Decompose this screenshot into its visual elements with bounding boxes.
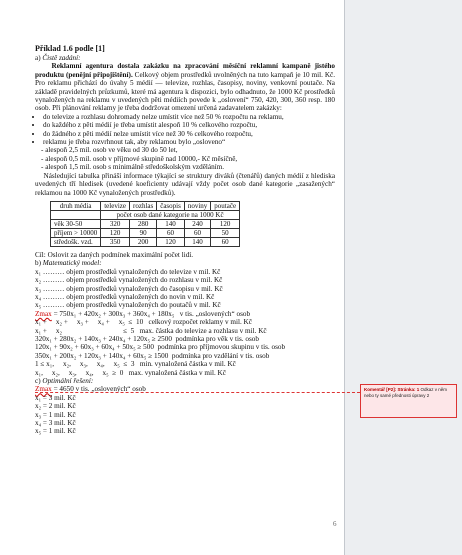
row-label: příjem > 10000: [51, 228, 101, 237]
variable-line: x₁ ……… objem prostředků vynaložených do televize v mil. Kč: [35, 267, 221, 276]
table-empty-cell: [51, 210, 101, 219]
solution-text: = 4650 v tis. „oslovených“ osob: [51, 385, 146, 394]
row-label: středošk. vzd.: [51, 237, 101, 246]
table-cell: 140: [184, 237, 210, 246]
section-c-label: c): [35, 377, 41, 385]
table-span-row: [51, 210, 240, 219]
table-header-cell: časopis: [157, 201, 185, 210]
table-cell: 60: [157, 228, 185, 237]
section-a-title: Čistě zadání:: [42, 54, 81, 62]
constraint-line: x₁, x₂, x₃, x₄, x₅ ≥ 0 max. vynaložená částka v mil. Kč: [35, 368, 226, 377]
example-title: Příklad 1.6 podle [1]: [35, 44, 105, 53]
solution-line: x₅ = 1 mil. Kč: [35, 427, 76, 436]
comment-connector: [35, 392, 360, 393]
constraint-list: [35, 113, 335, 147]
comment-margin: [344, 0, 462, 555]
solution-line: x₃ = 1 mil. Kč: [35, 410, 76, 419]
objective-text: = 750x₁ + 420x₂ + 300x₃ + 360x₄ + 180x₅ v tis. „oslovených“ osob: [51, 309, 251, 318]
variable-line: x₃ ……… objem prostředků vynaložených do časopisu v mil. Kč: [35, 284, 223, 293]
sub-item: - alespoň 0,5 mil. osob v příjmové skupině nad 10000,- Kč měsíčně,: [41, 154, 238, 163]
table-cell: 90: [130, 228, 157, 237]
table-cell: 140: [157, 219, 185, 228]
objective-function: [35, 310, 335, 318]
goal-text: Cíl: Oslovit za daných podmínek maximální počet lidí.: [35, 250, 194, 259]
list-item: • do televize a rozhlasu dohromady nelze umístit více než 50 % rozpočtu na reklamu,: [43, 113, 335, 121]
section-c-title: Optimální řešení:: [42, 377, 94, 385]
solution-prefix: Zmax: [35, 385, 52, 394]
table-cell: 120: [211, 219, 240, 228]
table-row: [51, 219, 240, 228]
section-b-label: b): [35, 259, 41, 268]
solution-line: x₄ = 3 mil. Kč: [35, 419, 76, 428]
table-header-cell: poutače: [211, 201, 240, 210]
constraint-line: 120x₁ + 90x₂ + 60x₃ + 60x₄ + 50x₅ ≥ 500 podmínka pro příjmovou skupinu v tis. osob: [35, 343, 286, 352]
variable-line: x₅ ……… objem prostředků vynaložených do poutačů v mil. Kč: [35, 301, 221, 310]
table-cell: 120: [157, 237, 185, 246]
table-header-row: [51, 201, 240, 210]
table-span-header: počet osob dané kategorie na 1000 Kč: [101, 210, 240, 219]
table-cell: 320: [101, 219, 130, 228]
sub-item: - alespoň 2,5 mil. osob ve věku od 30 do 50 let,: [41, 146, 178, 155]
comment-text: Odkaz v něm nebo ty samé přednosti úpravy 2: [364, 387, 448, 398]
list-item: • do každého z pěti médií je třeba umístit alespoň 10 % celkového rozpočtu,: [43, 121, 335, 129]
objective-prefix: Zmax: [35, 309, 52, 318]
list-item: • reklamu je třeba rozvrhnout tak, aby reklamou bylo „osloveno“: [43, 138, 335, 146]
constraint-line: 320x₁ + 280x₂ + 140x₃ + 240x₄ + 120x₅ ≥ 2500 podmínka pro věk v tis. osob: [35, 334, 259, 343]
comment-balloon[interactable]: [360, 384, 457, 418]
section-a-label: a): [35, 54, 41, 62]
table-header-cell: televize: [101, 201, 130, 210]
constraint-line: x₁ + x₂ ≤ 5 max. částka do televize a rozhlasu v mil. Kč: [35, 326, 267, 335]
intro-paragraph: [35, 62, 335, 112]
table-row: [51, 228, 240, 237]
constraint-line: x₁ + x₂ + x₃ + x₄ + x₅ ≤ 10 celkový rozpočet reklamy v mil. Kč: [35, 318, 252, 327]
variable-line: x₄ ……… objem prostředků vynaložených do novin v mil. Kč: [35, 292, 215, 301]
media-table: [50, 201, 240, 247]
solution-line: x₁ = 3 mil. Kč: [35, 393, 76, 402]
solution-line: x₂ = 2 mil. Kč: [35, 402, 76, 411]
sub-item: - alespoň 1,5 mil. osob s minimálně středoškolským vzděláním.: [41, 163, 225, 172]
table-row: [51, 237, 240, 246]
table-cell: 60: [211, 237, 240, 246]
table-cell: 200: [130, 237, 157, 246]
row-label: věk 30-50: [51, 219, 101, 228]
page-number: 6: [333, 520, 337, 528]
table-cell: 350: [101, 237, 130, 246]
variable-line: x₂ ……… objem prostředků vynaložených do rozhlasu v mil. Kč: [35, 276, 223, 285]
table-cell: 240: [184, 219, 210, 228]
constraint-line: 350x₁ + 200x₂ + 120x₃ + 140x₄ + 60x₅ ≥ 1500 podmínka pro vzdělání v tis. osob: [35, 351, 270, 360]
table-cell: 50: [211, 228, 240, 237]
list-item: • do žádného z pěti médií nelze umístit více než 30 % celkového rozpočtu,: [43, 130, 335, 138]
intro-bold: Reklamní agentura dostala zakázku na zpracování měsíční reklamní kampaně jistého produktu (penějní připojištění).: [35, 62, 336, 79]
table-cell: 120: [101, 228, 130, 237]
table-header-cell: rozhlas: [130, 201, 157, 210]
constraint-line: 1 ≤ x₁, x₂, x₃, x₄, x₅ ≤ 3 min. vynaložená částka v mil. Kč: [35, 360, 236, 369]
page-content: [35, 44, 335, 436]
table-header-cell: druh média: [51, 201, 101, 210]
table-cell: 60: [184, 228, 210, 237]
table-cell: 280: [130, 219, 157, 228]
table-intro-text: Následující tabulka přináší informace týkající se struktury diváků (čtenářů) daných médií z hlediska uvedených tří hledisek (uvedené koeficienty udávají vždy počet osob dané kategorie „zasažených“ reklamou na 1000 Kč vynaložených prostředků).: [35, 171, 336, 197]
section-b-title: Matematický model:: [42, 259, 102, 268]
table-header-cell: noviny: [184, 201, 210, 210]
intro-rest: Celkový objem prostředků uvolněných na tuto kampaň je 10 mil. Kč. Pro reklamu přichází do úvahy 5 médií — televize, rozhlas, časopisy, noviny, venkovní poutače. Na základě pravidelných průzkumů, které má agentura k dispozici, bylo odhadnuto, že 1000 Kč prostředků vynaložených na reklamu v uvedených pěti médiích povede k „oslovení“ 750, 420, 300, 360 resp. 180 osob. Při plánování reklamy je třeba dodržovat omezení určená zadavatelem zakázky:: [35, 70, 336, 113]
table-intro: [35, 172, 335, 197]
comment-author: Komentář [P2]: Stránka: 1: [364, 387, 420, 392]
